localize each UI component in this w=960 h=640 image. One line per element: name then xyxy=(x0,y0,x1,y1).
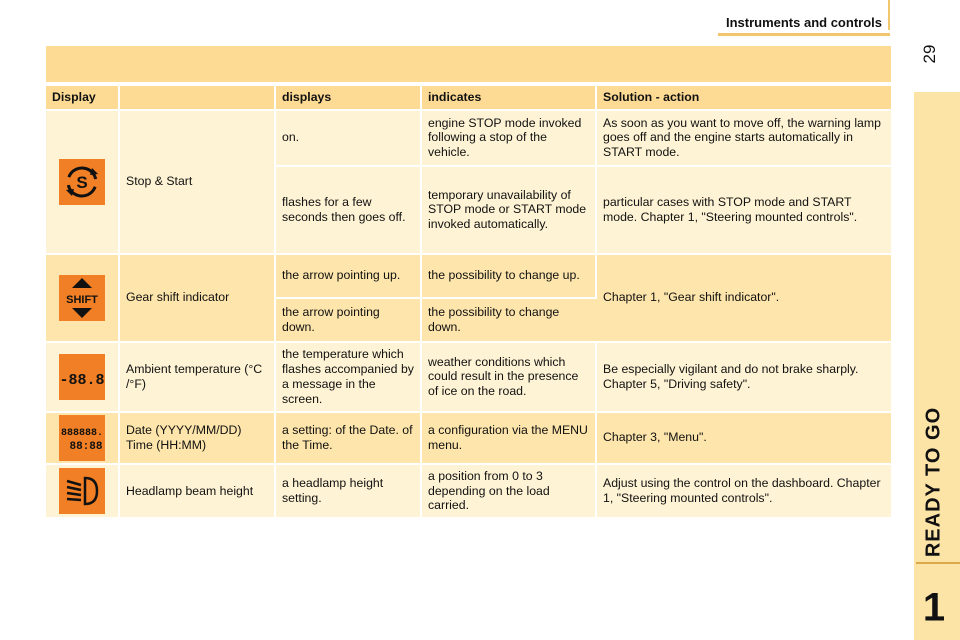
page-header-title: Instruments and controls xyxy=(725,15,882,30)
header-divider-vertical xyxy=(888,0,890,30)
chapter-divider xyxy=(916,562,960,564)
displays-cell: a setting: of the Date. of the Time. xyxy=(276,413,422,463)
displays-cell: on. xyxy=(276,111,422,165)
chapter-title: READY TO GO xyxy=(922,406,945,558)
chapter-side-tab xyxy=(914,92,960,640)
date-time-icon xyxy=(59,415,105,461)
column-header-displays: displays xyxy=(276,86,422,109)
date-icon-text: 888888. xyxy=(60,427,104,439)
solution-cell: particular cases with STOP mode and START mode. Chapter 1, "Steering mounted controls". xyxy=(597,167,891,253)
row-name: Gear shift indicator xyxy=(120,255,276,341)
table-row xyxy=(46,465,891,517)
row-name: Date (YYYY/MM/DD) Time (HH:MM) xyxy=(120,413,276,463)
ambient-temperature-icon xyxy=(59,354,105,400)
column-header-indicates: indicates xyxy=(422,86,597,109)
instruments-table xyxy=(46,84,891,519)
displays-cell: a headlamp height setting. xyxy=(276,465,422,517)
displays-cell: the arrow pointing up. xyxy=(276,255,422,297)
solution-cell: Chapter 3, "Menu". xyxy=(597,413,891,463)
indicates-cell: weather conditions which could result in the presence of ice on the road. xyxy=(422,343,597,411)
icon-cell xyxy=(46,111,120,253)
solution-cell: Chapter 1, "Gear shift indicator". xyxy=(597,255,891,341)
header-rule xyxy=(718,33,890,36)
shift-icon-text: SHIFT xyxy=(66,293,98,306)
indicates-cell: the possibility to change down. xyxy=(422,299,597,341)
temperature-icon-text: -88.8 xyxy=(59,371,105,389)
icon-cell xyxy=(46,255,120,341)
table-top-band xyxy=(46,46,891,82)
table-header-row xyxy=(46,86,891,109)
displays-cell: the arrow pointing down. xyxy=(276,299,422,341)
solution-cell: Be especially vigilant and do not brake sharply. Chapter 5, "Driving safety". xyxy=(597,343,891,411)
gear-shift-indicator-icon xyxy=(59,275,105,321)
row-name: Stop & Start xyxy=(120,111,276,253)
table-row xyxy=(46,413,891,463)
row-name: Headlamp beam height xyxy=(120,465,276,517)
solution-cell: As soon as you want to move off, the warning lamp goes off and the engine starts automatically in START mode. xyxy=(597,111,891,165)
column-header-name xyxy=(120,86,276,109)
row-name: Ambient temperature (°C /°F) xyxy=(120,343,276,411)
table-row xyxy=(46,111,891,165)
column-header-solution: Solution - action xyxy=(597,86,891,109)
svg-text:S: S xyxy=(76,172,88,192)
table-row xyxy=(46,343,891,411)
icon-cell xyxy=(46,343,120,411)
chapter-number: 1 xyxy=(922,585,946,630)
indicates-cell: a position from 0 to 3 depending on the load carried. xyxy=(422,465,597,517)
stop-start-icon xyxy=(59,159,105,205)
headlamp-beam-height-icon xyxy=(59,468,105,514)
icon-cell xyxy=(46,465,120,517)
indicates-cell: temporary unavailability of STOP mode or START mode invoked automatically. xyxy=(422,167,597,253)
displays-cell: the temperature which flashes accompanied by a message in the screen. xyxy=(276,343,422,411)
icon-cell xyxy=(46,413,120,463)
column-header-display: Display xyxy=(46,86,120,109)
indicates-cell: the possibility to change up. xyxy=(422,255,597,297)
time-icon-text: 88:88 xyxy=(69,440,103,453)
displays-cell: flashes for a few seconds then goes off. xyxy=(276,167,422,253)
indicates-cell: a configuration via the MENU menu. xyxy=(422,413,597,463)
solution-cell: Adjust using the control on the dashboard. Chapter 1, "Steering mounted controls". xyxy=(597,465,891,517)
table-row xyxy=(46,255,891,297)
page-number: 29 xyxy=(920,44,939,64)
indicates-cell: engine STOP mode invoked following a stop of the vehicle. xyxy=(422,111,597,165)
